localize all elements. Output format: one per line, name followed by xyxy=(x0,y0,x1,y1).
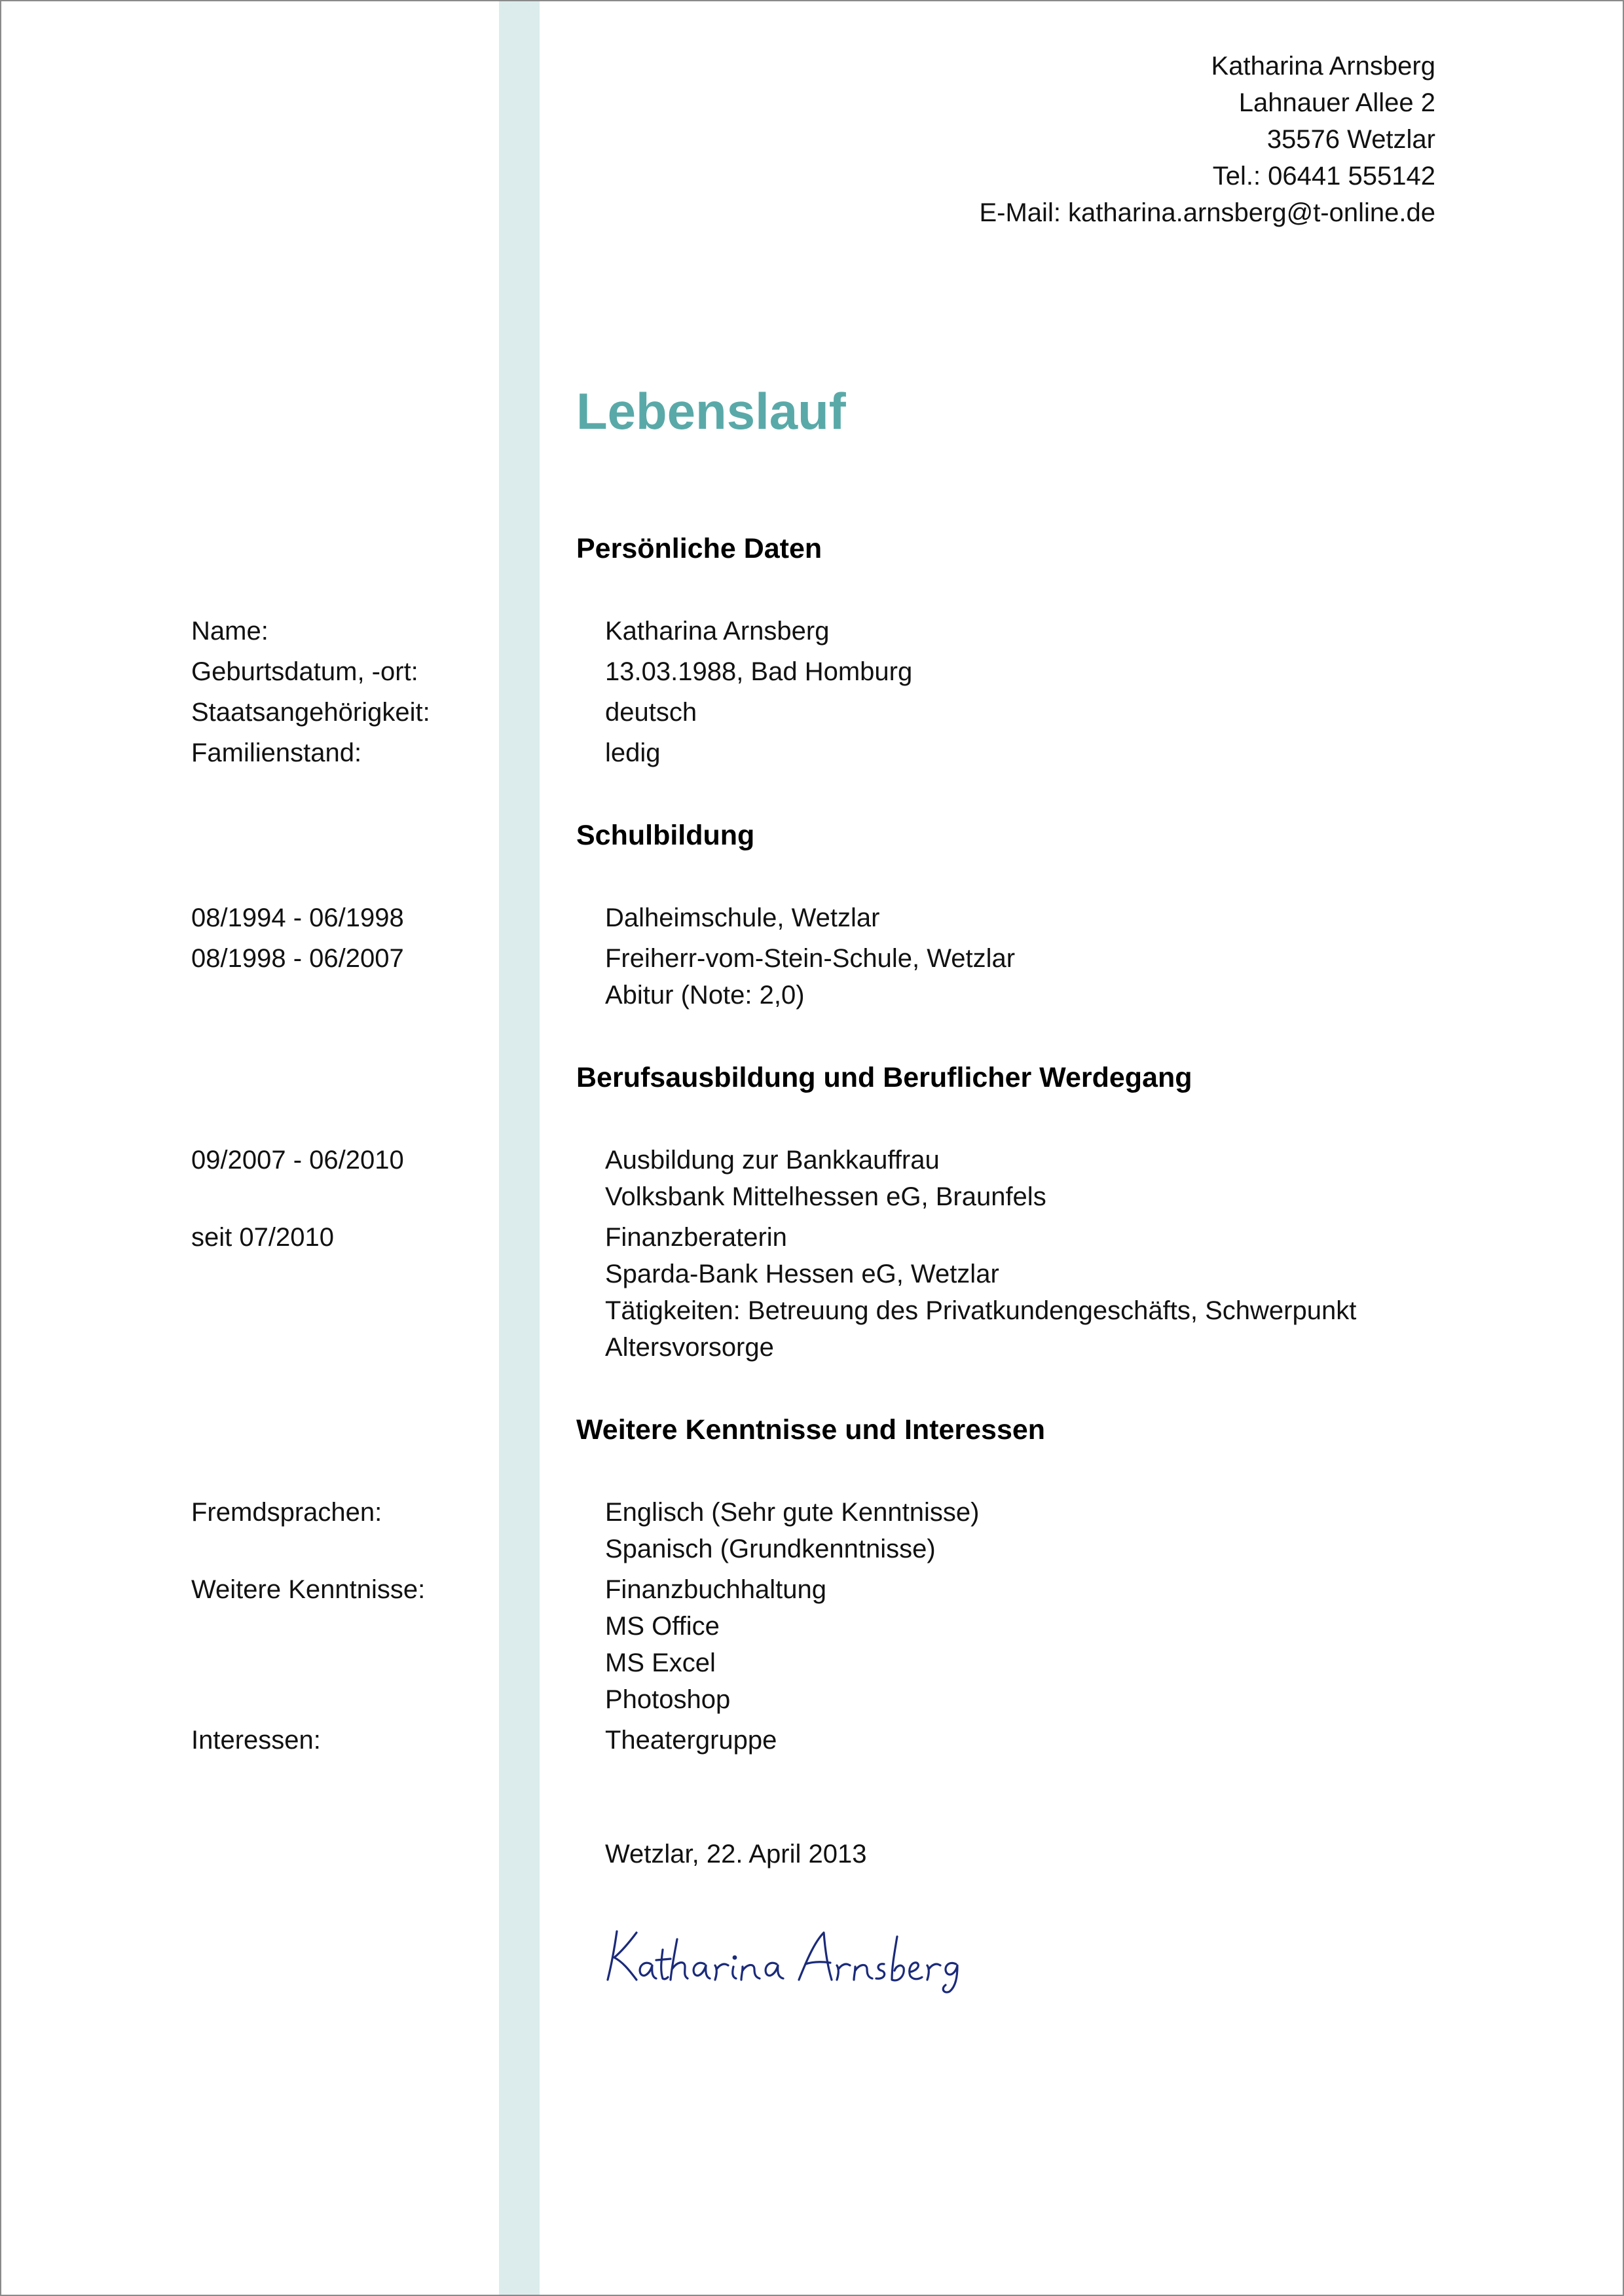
value-name: Katharina Arnsberg xyxy=(605,617,830,646)
section-heading-school: Schulbildung xyxy=(576,820,755,851)
label-nationality: Staatsangehörigkeit: xyxy=(191,698,430,727)
value-nationality: deutsch xyxy=(605,698,697,727)
sender-name: Katharina Arnsberg xyxy=(1211,52,1435,81)
skill-1: Finanzbuchhaltung xyxy=(605,1575,827,1604)
career-entry-1: Ausbildung zur Bankkauffrau xyxy=(605,1146,940,1175)
value-birth: 13.03.1988, Bad Homburg xyxy=(605,657,913,686)
language-2: Spanisch (Grundkenntnisse) xyxy=(605,1535,936,1563)
value-marital-status: ledig xyxy=(605,738,661,767)
career-period-1: 09/2007 - 06/2010 xyxy=(191,1146,404,1175)
skill-2: MS Office xyxy=(605,1612,720,1641)
school-period-2: 08/1998 - 06/2007 xyxy=(191,944,404,973)
sender-email: E-Mail: katharina.arnsberg@t-online.de xyxy=(979,198,1435,227)
label-name: Name: xyxy=(191,617,268,646)
signature-image xyxy=(602,1923,969,1995)
career-entry-2-tasks: Tätigkeiten: Betreuung des Privatkundengeschäfts, Schwerpunkt xyxy=(605,1296,1357,1325)
school-entry-2: Freiherr-vom-Stein-Schule, Wetzlar xyxy=(605,944,1016,973)
career-period-2: seit 07/2010 xyxy=(191,1223,334,1252)
sender-city: 35576 Wetzlar xyxy=(1266,125,1435,154)
school-period-1: 08/1994 - 06/1998 xyxy=(191,903,404,932)
label-further-skills: Weitere Kenntnisse: xyxy=(191,1575,426,1604)
school-entry-1: Dalheimschule, Wetzlar xyxy=(605,903,880,932)
place-date: Wetzlar, 22. April 2013 xyxy=(605,1840,867,1868)
career-entry-2-employer: Sparda-Bank Hessen eG, Wetzlar xyxy=(605,1260,999,1288)
skill-3: MS Excel xyxy=(605,1649,716,1677)
career-entry-2-tasks-cont: Altersvorsorge xyxy=(605,1333,774,1362)
label-birth: Geburtsdatum, -ort: xyxy=(191,657,418,686)
interest-1: Theatergruppe xyxy=(605,1726,777,1755)
accent-stripe xyxy=(499,1,540,2295)
career-entry-2: Finanzberaterin xyxy=(605,1223,787,1252)
section-heading-personal: Persönliche Daten xyxy=(576,533,822,564)
language-1: Englisch (Sehr gute Kenntnisse) xyxy=(605,1498,980,1527)
sender-phone: Tel.: 06441 555142 xyxy=(1212,162,1435,191)
skill-4: Photoshop xyxy=(605,1685,731,1714)
label-languages: Fremdsprachen: xyxy=(191,1498,382,1527)
section-heading-skills: Weitere Kenntnisse und Interessen xyxy=(576,1414,1046,1446)
career-entry-1-employer: Volksbank Mittelhessen eG, Braunfels xyxy=(605,1182,1046,1211)
label-marital-status: Familienstand: xyxy=(191,738,362,767)
page-title: Lebenslauf xyxy=(576,382,846,440)
school-entry-2-detail: Abitur (Note: 2,0) xyxy=(605,981,805,1010)
section-heading-career: Berufsausbildung und Beruflicher Werdegang xyxy=(576,1062,1192,1093)
sender-street: Lahnauer Allee 2 xyxy=(1238,88,1435,117)
label-interests: Interessen: xyxy=(191,1726,321,1755)
